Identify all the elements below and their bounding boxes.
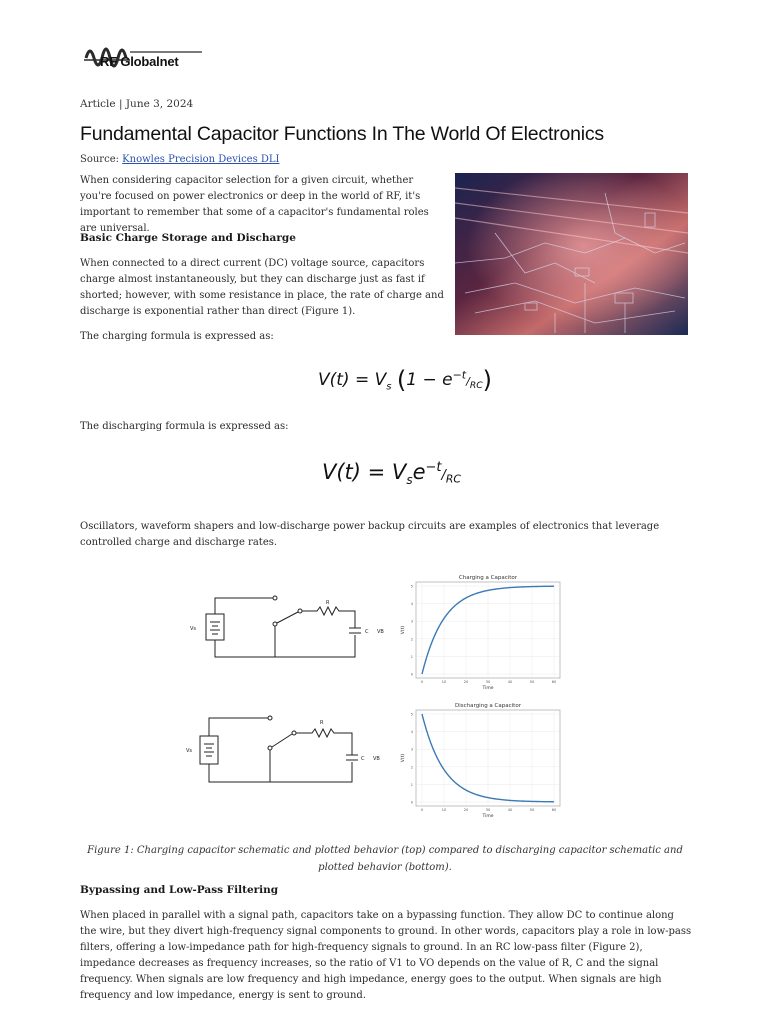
charging-schematic xyxy=(206,596,361,657)
charging-chart-ytick: 2 xyxy=(410,637,413,642)
discharging-chart-ytick: 3 xyxy=(410,747,413,752)
discharging-chart-ytick: 1 xyxy=(410,782,413,787)
charging-chart-ytick: 5 xyxy=(410,584,413,589)
figure-caption: Figure 1: Charging capacitor schematic and plotted behavior (top) compared to discharging capacitor schematic and plotted behavior (bottom). xyxy=(87,845,683,873)
vc-label-bottom: VB xyxy=(373,756,380,762)
bypass-paragraph: When placed in parallel with a signal path, capacitors take on a bypassing function. They allow DC to continue along the wire, but they divert high-frequency signal components to ground. In other words, capacitors play a role in low-pass filters, offering a low-impedance path for high-frequency signals to ground. In an RC low-pass filter (Figure 2), impedance decreases as frequency increases, so the ratio of V1 to VO depends on the value of R, C and the signal frequency. When signals are low frequency and high impedance, energy goes to the output. When signals are high frequency and low impedance, energy is sent to ground. xyxy=(80,910,692,1001)
oscillators-paragraph: Oscillators, waveform shapers and low-discharge power backup circuits are examples of electronics that leverage controlled charge and discharge rates. xyxy=(80,521,660,548)
charging-chart xyxy=(400,575,560,691)
vc-label-top: VB xyxy=(377,629,384,635)
logo-text: RF Globalnet xyxy=(100,54,179,69)
discharging-chart-xtick: 40 xyxy=(507,808,513,812)
section-heading-bypass: Bypassing and Low-Pass Filtering xyxy=(80,884,279,896)
vs-label-bottom: Vs xyxy=(186,748,193,754)
discharging-chart-ytick: 5 xyxy=(410,712,413,717)
discharging-chart-ylabel: V(t) xyxy=(401,753,406,763)
page-title: Fundamental Capacitor Functions In The World Of Electronics xyxy=(80,123,604,145)
charging-chart-xtick: 40 xyxy=(507,680,513,684)
r-label-bottom: R xyxy=(320,720,324,726)
vs-label-top: Vs xyxy=(190,626,197,632)
discharging-formula: $V(t) = V_se^{-t}/_{RC}$ xyxy=(322,460,461,488)
c-label-top: C xyxy=(365,629,369,635)
charging-chart-xtick: 0 xyxy=(420,680,424,684)
site-logo[interactable] xyxy=(82,36,282,76)
charging-chart-xtick: 30 xyxy=(485,680,491,684)
discharging-chart-xtick: 0 xyxy=(420,808,424,812)
circuit-board-image xyxy=(455,173,688,335)
discharging-chart-xtick: 30 xyxy=(485,808,491,812)
c-label-bottom: C xyxy=(361,756,365,762)
discharging-chart xyxy=(400,703,560,819)
intro-paragraph: When considering capacitor selection for a given circuit, whether you're focused on power electronics or deep in the world of RF, it's important to remember that some of a capacitor's fundamental roles are universal. xyxy=(80,175,429,234)
discharging-chart-ytick: 4 xyxy=(410,730,413,735)
source-link[interactable]: Knowles Precision Devices DLI xyxy=(122,154,280,165)
discharging-chart-xtick: 50 xyxy=(529,808,535,812)
discharging-chart-ytick: 0 xyxy=(410,800,413,805)
source-label: Source: xyxy=(80,154,119,165)
discharging-schematic xyxy=(200,716,358,782)
discharging-label: The discharging formula is expressed as: xyxy=(80,421,289,432)
discharging-chart-title: Discharging a Capacitor xyxy=(455,703,521,709)
charging-chart-title: Charging a Capacitor xyxy=(458,575,518,581)
charge-paragraph: When connected to a direct current (DC) voltage source, capacitors charge almost instantaneously, but they can discharge just as fast if shorted; however, with some resistance in place, the rate of charge and discharge is exponential rather than direct (Figure 1). xyxy=(80,258,444,317)
charging-chart-ytick: 4 xyxy=(410,602,413,607)
source-line xyxy=(80,154,280,165)
figure-1 xyxy=(180,570,580,830)
discharging-chart-xtick: 20 xyxy=(463,808,469,812)
charging-chart-xtick: 50 xyxy=(529,680,535,684)
r-label-top: R xyxy=(326,600,330,606)
discharging-chart-xtick: 60 xyxy=(551,808,557,812)
discharging-chart-xlabel: Time xyxy=(482,814,494,819)
charging-formula: $V(t) = V_s$ $(1 - e^{-t}/_{RC})$ xyxy=(318,366,492,394)
charging-chart-xtick: 20 xyxy=(463,680,469,684)
charging-chart-xlabel: Time xyxy=(482,686,494,691)
charging-chart-ytick: 1 xyxy=(410,654,413,659)
charging-chart-ytick: 3 xyxy=(410,619,413,624)
charging-chart-ylabel: V(t) xyxy=(401,625,406,635)
section-heading-charge: Basic Charge Storage and Discharge xyxy=(80,232,296,244)
article-meta: Article | June 3, 2024 xyxy=(80,98,194,110)
charging-chart-xtick: 60 xyxy=(551,680,557,684)
discharging-chart-ytick: 2 xyxy=(410,765,413,770)
discharging-chart-xtick: 10 xyxy=(441,808,447,812)
charging-chart-xtick: 10 xyxy=(441,680,447,684)
charging-label: The charging formula is expressed as: xyxy=(80,331,274,342)
charging-chart-ytick: 0 xyxy=(410,672,413,677)
